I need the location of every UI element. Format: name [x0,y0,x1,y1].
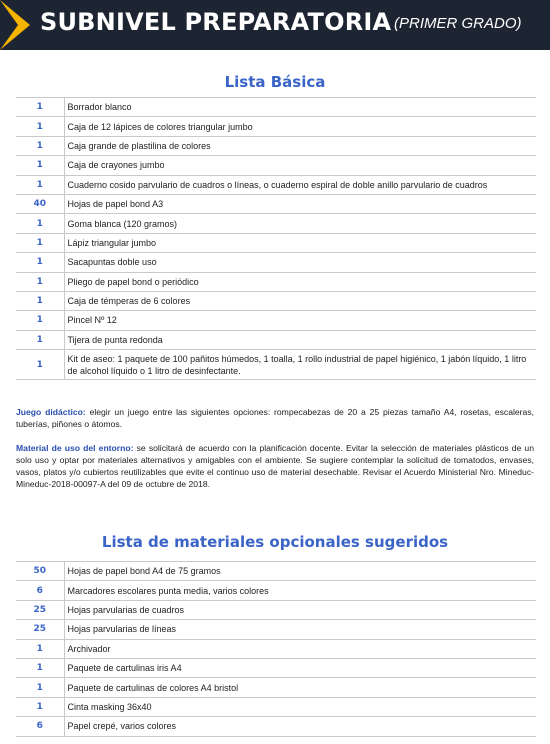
quantity-cell: 1 [16,117,64,136]
item-cell: Lápiz triangular jumbo [64,233,536,252]
item-cell: Pliego de papel bond o periódico [64,272,536,291]
quantity-cell: 6 [16,581,64,600]
item-cell: Caja de crayones jumbo [64,156,536,175]
table-row [16,330,536,349]
material-note-lead: Material de uso del entorno: [16,443,134,453]
table-row [16,600,536,619]
item-cell: Hojas parvularias de cuadros [64,600,536,619]
item-cell: Hojas de papel bond A4 de 75 gramos [64,562,536,581]
item-cell: Marcadores escolares punta media, varios colores [64,581,536,600]
game-note [16,406,534,430]
quantity-cell: 1 [16,678,64,697]
table-row [16,350,536,380]
basic-list-title: Lista Básica [224,73,326,91]
quantity-cell: 1 [16,697,64,716]
quantity-cell: 1 [16,136,64,155]
page-title: SUBNIVEL PREPARATORIA [40,8,392,36]
table-row [16,136,536,155]
table-row [16,639,536,658]
item-cell: Goma blanca (120 gramos) [64,214,536,233]
quantity-cell: 1 [16,233,64,252]
quantity-cell: 1 [16,214,64,233]
material-note [16,442,534,490]
table-row [16,253,536,272]
item-cell: Hojas de papel bond A3 [64,194,536,213]
table-row [16,117,536,136]
quantity-cell: 6 [16,717,64,736]
quantity-cell: 1 [16,156,64,175]
item-cell: Cinta masking 36x40 [64,697,536,716]
quantity-cell: 1 [16,253,64,272]
quantity-cell: 1 [16,658,64,677]
table-row [16,194,536,213]
item-cell: Cuaderno cosido parvulario de cuadros o líneas, o cuaderno espiral de doble anillo parvulario de cuadros [64,175,536,194]
item-cell: Hojas parvularias de líneas [64,620,536,639]
table-row [16,717,536,736]
table-row [16,581,536,600]
quantity-cell: 1 [16,639,64,658]
page-header [0,0,550,50]
quantity-cell: 1 [16,350,64,380]
table-row [16,175,536,194]
item-cell: Tijera de punta redonda [64,330,536,349]
table-row [16,98,536,117]
quantity-cell: 40 [16,194,64,213]
quantity-cell: 1 [16,272,64,291]
item-cell: Archivador [64,639,536,658]
quantity-cell: 1 [16,291,64,310]
quantity-cell: 1 [16,175,64,194]
item-cell: Sacapuntas doble uso [64,253,536,272]
item-cell: Paquete de cartulinas iris A4 [64,658,536,677]
table-row [16,697,536,716]
item-cell: Paquete de cartulinas de colores A4 bristol [64,678,536,697]
quantity-cell: 1 [16,98,64,117]
item-cell: Papel crepé, varios colores [64,717,536,736]
item-cell: Pincel Nº 12 [64,311,536,330]
table-row [16,156,536,175]
table-row [16,233,536,252]
quantity-cell: 1 [16,311,64,330]
item-cell: Borrador blanco [64,98,536,117]
table-row [16,678,536,697]
table-row [16,311,536,330]
table-row [16,658,536,677]
material-note-text: se solicitará de acuerdo con la planificación docente. Evitar la selección de materiales plásticos de un solo uso y optar por materiales alternativos y amigables con el ambiente. Se sugiere contemplar la solicitud de tomatodos, envases, vasos, platos y/o cubiertos reutilizables que evite el continuo uso de material desechable. Revisar el Acuerdo Ministerial Nro. Mineduc-Mineduc-2018-00097-A del 09 de octubre de 2018. [16,443,534,489]
table-row [16,562,536,581]
basic-list-table [16,97,536,380]
table-row [16,291,536,310]
quantity-cell: 25 [16,620,64,639]
header-accent-cutout [0,0,18,50]
optional-list-table [16,561,536,737]
item-cell: Kit de aseo: 1 paquete de 100 pañitos húmedos, 1 toalla, 1 rollo industrial de papel higiénico, 1 jabón líquido, 1 litro de alcohol líquido o 1 litro de desinfectante. [64,350,536,380]
quantity-cell: 50 [16,562,64,581]
item-cell: Caja de témperas de 6 colores [64,291,536,310]
game-note-text: elegir un juego entre las siguientes opciones: rompecabezas de 20 a 25 piezas tamaño A4, rosetas, escaleras, tuberías, piñones o átomos. [16,407,535,429]
game-note-lead: Juego didáctico: [16,407,86,417]
optional-list-title: Lista de materiales opcionales sugeridos [101,533,449,551]
page-subtitle: (PRIMER GRADO) [394,15,522,32]
item-cell: Caja grande de plastilina de colores [64,136,536,155]
table-row [16,620,536,639]
table-row [16,272,536,291]
quantity-cell: 25 [16,600,64,619]
table-row [16,214,536,233]
quantity-cell: 1 [16,330,64,349]
item-cell: Caja de 12 lápices de colores triangular jumbo [64,117,536,136]
